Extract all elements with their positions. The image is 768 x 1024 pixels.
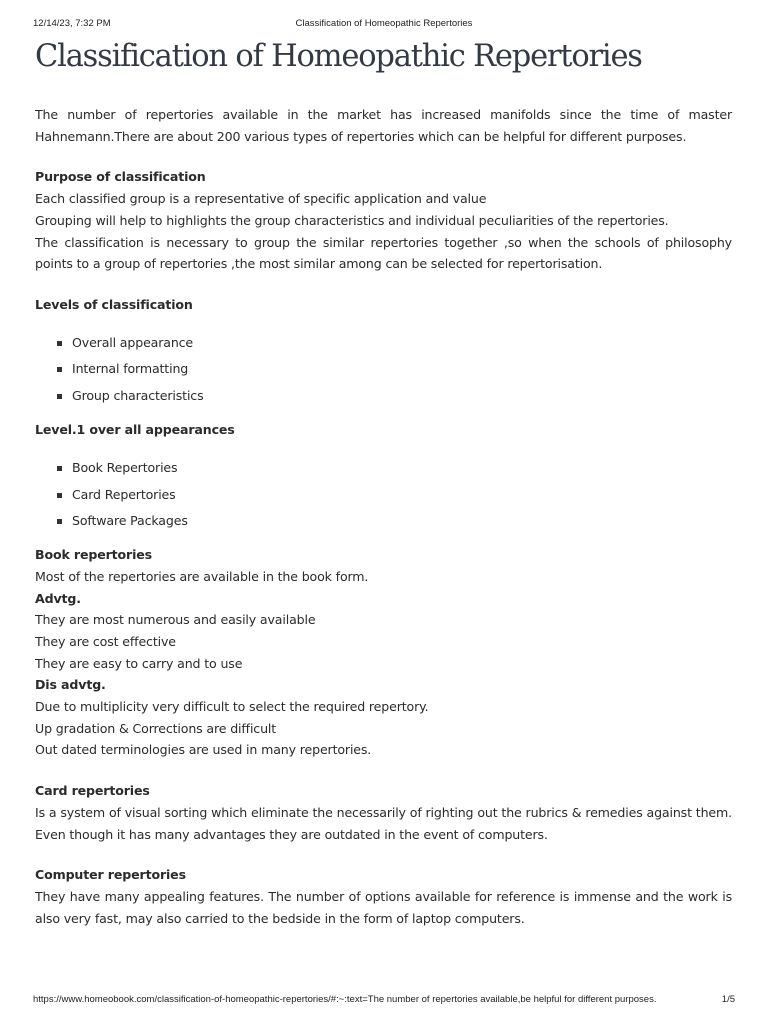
list-item: Book Repertories [35,455,732,482]
print-page-title: Classification of Homeopathic Repertories [295,18,473,29]
advantage-line: They are cost effective [35,633,176,649]
card-paragraph: Is a system of visual sorting which eliminate the necessarily of righting out the rubrics & remedies against them. Even though it has many advantages they are outdated in the event of computers. [35,804,732,842]
article [35,36,732,929]
levels-list [35,330,732,410]
page-number: 1/5 [721,994,735,1005]
card-heading: Card repertories [35,783,150,799]
levels-heading: Levels of classification [35,296,193,312]
purpose-line: Each classified group is a representative of specific application and value [35,191,487,207]
intro-paragraph: The number of repertories available in the market has increased manifolds since the time of master Hahnemann.There are about 200 various types of repertories which can be helpful for different purposes. [35,107,732,144]
advantage-line: They are most numerous and easily available [35,612,316,628]
purpose-line: Grouping will help to highlights the group characteristics and individual peculiarities of the repertories. [35,212,669,228]
disadvantage-line: Out dated terminologies are used in many repertories. [35,742,372,758]
article-body [35,78,732,929]
purpose-line: The classification is necessary to group the similar repertories together ,so when the schools of philosophy points to a group of repertories ,the most similar among can be selected for repertorisation. [35,234,732,272]
print-header [33,18,735,32]
advantages-heading: Advtg. [35,590,81,606]
list-item: Internal formatting [35,356,732,383]
list-item: Group characteristics [35,383,732,410]
print-datetime: 12/14/23, 7:32 PM [33,18,111,29]
level1-heading: Level.1 over all appearances [35,422,235,438]
book-heading: Book repertories [35,547,153,563]
advantage-line: They are easy to carry and to use [35,655,243,671]
disadvantages-heading: Dis advtg. [35,677,106,693]
print-footer [33,994,735,1008]
list-item: Software Packages [35,508,732,535]
article-title: Classification of Homeopathic Repertories [35,39,642,74]
disadvantage-line: Due to multiplicity very difficult to select the required repertory. [35,699,429,715]
computer-paragraph: They have many appealing features. The number of options available for reference is immense and the work is also very fast, may also carried to the bedside in the form of laptop computers. [35,888,732,926]
computer-heading: Computer repertories [35,867,186,883]
book-description: Most of the repertories are available in the book form. [35,568,369,584]
list-item: Overall appearance [35,330,732,357]
list-item: Card Repertories [35,482,732,509]
purpose-heading: Purpose of classification [35,169,206,185]
disadvantage-line: Up gradation & Corrections are difficult [35,720,277,736]
source-url: https://www.homeobook.com/classification-of-homeopathic-repertories/#:~:text=The number of repertories available,be helpful for different purposes. [33,994,657,1005]
level1-list [35,455,732,535]
